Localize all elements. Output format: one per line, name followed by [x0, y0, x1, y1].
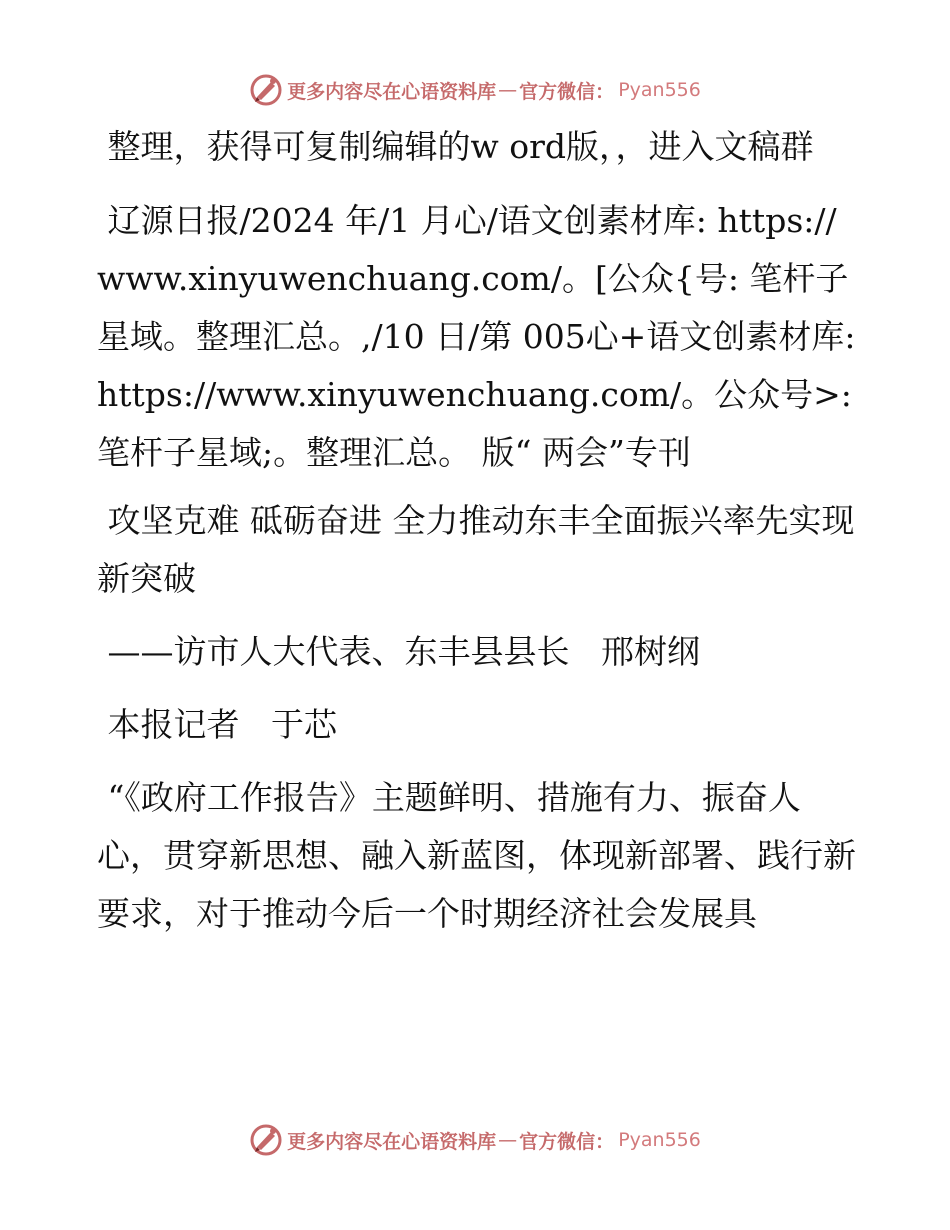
banner-wechat-id: Pyan556 [618, 1129, 701, 1151]
banner-colon: ： [595, 1130, 615, 1153]
banner-official-text: 官方微信 [519, 1130, 596, 1153]
article-subtitle: ——访市人大代表、东丰县县长 邢树纲 [97, 632, 700, 671]
article-body-paragraph: “《政府工作报告》主题鲜明、措施有力、振奋人心，贯穿新思想、融入新蓝图，体现新部署、践行新要求，对于推动今后一个时期经济社会发展具 [97, 778, 856, 933]
banner-colon: ： [595, 80, 615, 103]
banner-main-text: 更多内容尽在心语资料库 [287, 1130, 497, 1153]
paragraph-intro: 整理，获得可复制编辑的w ord版，，进入文稿群 [97, 127, 814, 166]
article-byline: 本报记者 于芯 [97, 705, 337, 744]
banner-wechat-id: Pyan556 [618, 79, 701, 101]
article-title: 攻坚克难 砥砺奋进 全力推动东丰全面振兴率先实现新突破 [97, 501, 855, 598]
document-body [97, 118, 866, 958]
pen-nib-icon [249, 73, 283, 107]
pen-nib-icon [249, 1123, 283, 1157]
banner-official-text: 官方微信 [519, 80, 596, 103]
banner-main-text: 更多内容尽在心语资料库 [287, 80, 497, 103]
paragraph-source: 辽源日报/2024 年/1 月心/语文创素材库: https://www.xinyuwenchuang.com/。[公众{号: 笔杆子星域。整理汇总。,/10 日/第 005心+语文创素材库: https://www.xinyuwenchuang.com/。公众号>: 笔杆子星域;。整理汇总。 版“ 两会”专刊 [97, 201, 866, 472]
header-watermark-banner [0, 70, 950, 110]
banner-dash: — [498, 79, 518, 101]
footer-watermark-banner [0, 1120, 950, 1160]
banner-dash: — [498, 1129, 518, 1151]
